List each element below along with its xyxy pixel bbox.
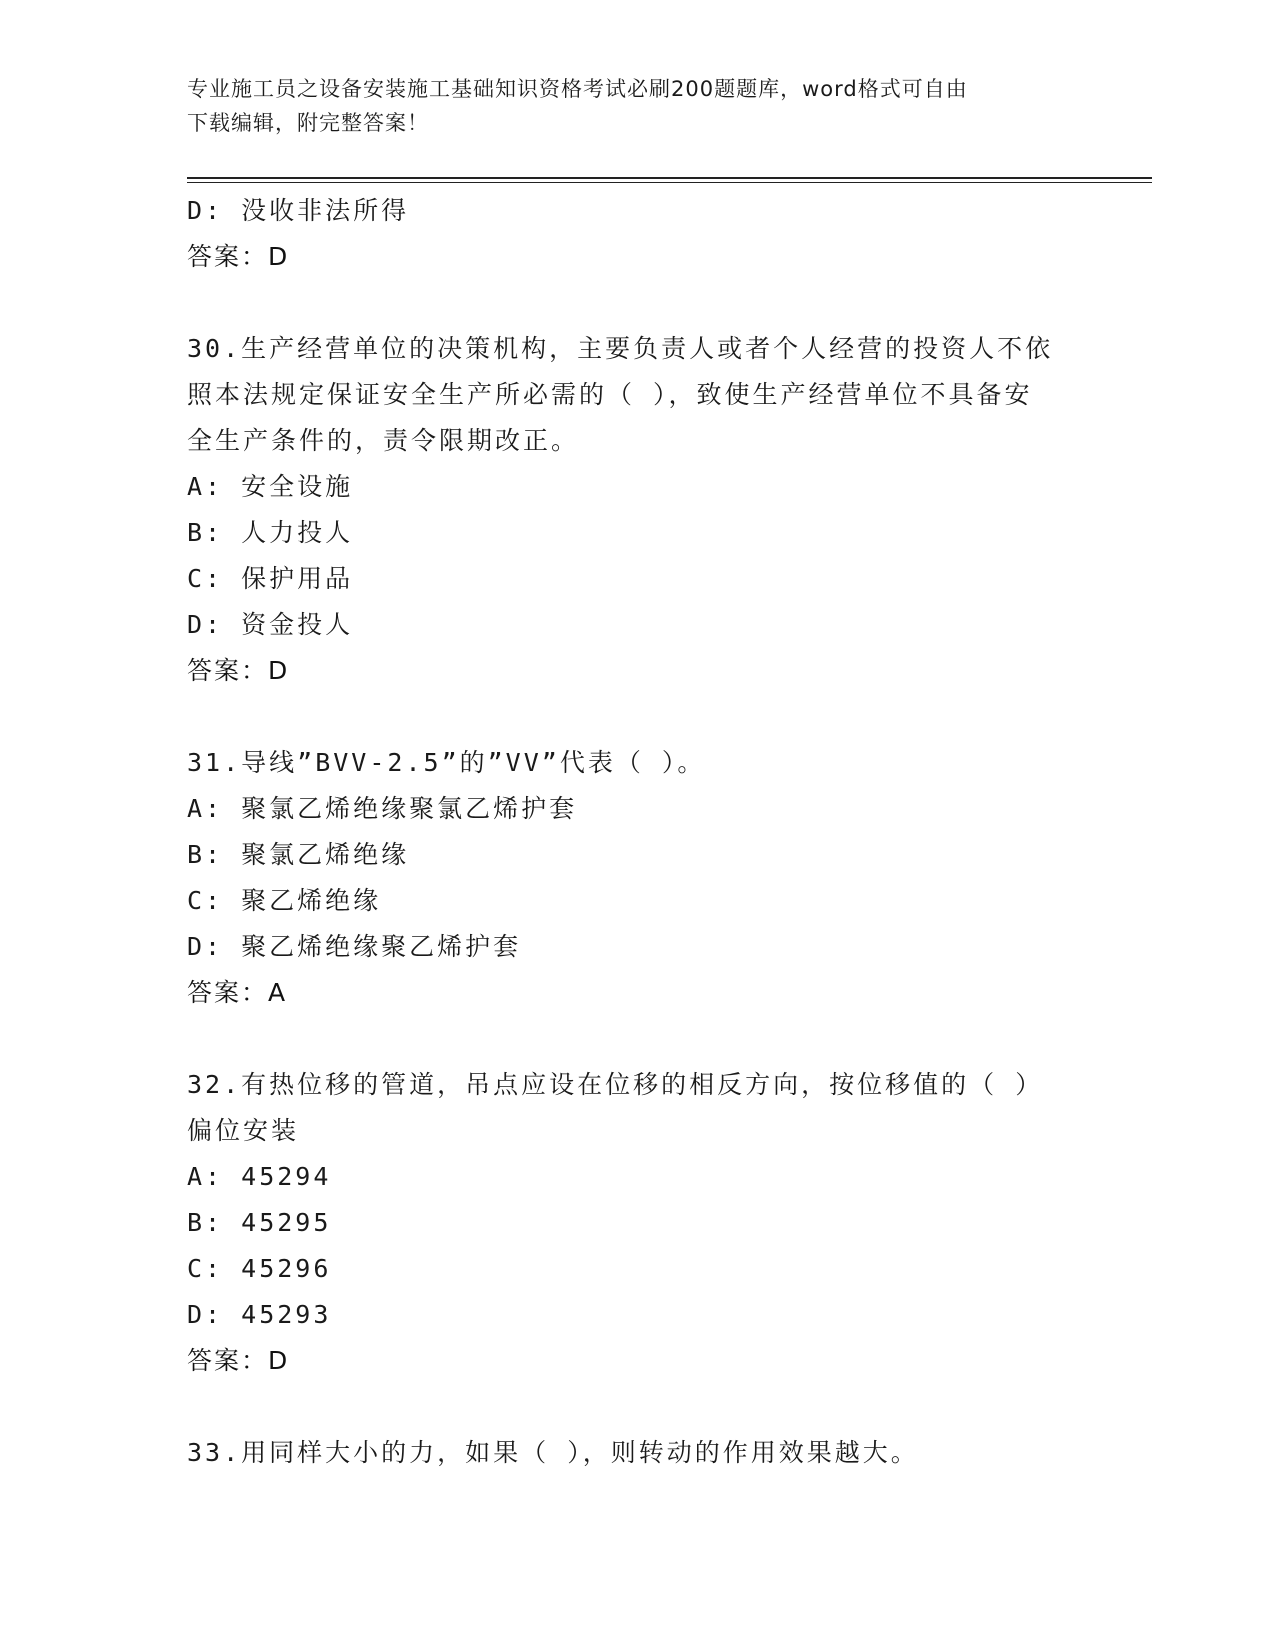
option-c: C: 聚乙烯绝缘 bbox=[187, 886, 382, 915]
header-line-1: 专业施工员之设备安装施工基础知识资格考试必刷200题题库，word格式可自由 bbox=[187, 77, 968, 101]
option-a: A: 聚氯乙烯绝缘聚氯乙烯护套 bbox=[187, 794, 578, 823]
question-text-line: 31.导线”BVV-2.5”的”VV”代表（ ）。 bbox=[187, 748, 706, 777]
question-30 bbox=[187, 326, 1087, 694]
option-d: D: 45293 bbox=[187, 1300, 332, 1329]
question-32 bbox=[187, 1062, 1087, 1384]
question-text-line: 全生产条件的，责令限期改正。 bbox=[187, 426, 580, 455]
question-text-line: 32.有热位移的管道，吊点应设在位移的相反方向，按位移值的（ ） bbox=[187, 1070, 1044, 1099]
option-b: B: 45295 bbox=[187, 1208, 332, 1237]
question-text-line: 30.生产经营单位的决策机构，主要负责人或者个人经营的投资人不依 bbox=[187, 334, 1054, 363]
page-header bbox=[187, 72, 1067, 140]
header-rule-thin bbox=[187, 182, 1152, 183]
spacer bbox=[187, 694, 1087, 740]
prev-option-d: D: 没收非法所得 bbox=[187, 196, 410, 225]
option-b: B: 聚氯乙烯绝缘 bbox=[187, 840, 410, 869]
option-c: C: 保护用品 bbox=[187, 564, 354, 593]
question-text-line: 照本法规定保证安全生产所必需的（ ），致使生产经营单位不具备安 bbox=[187, 380, 1033, 409]
option-d: D: 资金投人 bbox=[187, 610, 354, 639]
option-a: A: 45294 bbox=[187, 1162, 332, 1191]
answer: 答案：A bbox=[187, 978, 288, 1007]
option-b: B: 人力投人 bbox=[187, 518, 354, 547]
prev-answer: 答案：D bbox=[187, 242, 290, 271]
question-31 bbox=[187, 740, 1087, 1016]
header-rule-thick bbox=[187, 177, 1152, 179]
option-a: A: 安全设施 bbox=[187, 472, 354, 501]
question-text-line: 33.用同样大小的力，如果（ ），则转动的作用效果越大。 bbox=[187, 1438, 919, 1467]
option-c: C: 45296 bbox=[187, 1254, 332, 1283]
question-text-line: 偏位安装 bbox=[187, 1116, 300, 1145]
answer: 答案：D bbox=[187, 656, 290, 685]
spacer bbox=[187, 1384, 1087, 1430]
header-line-2: 下载编辑，附完整答案！ bbox=[187, 111, 429, 135]
spacer bbox=[187, 280, 1087, 326]
spacer bbox=[187, 1016, 1087, 1062]
option-d: D: 聚乙烯绝缘聚乙烯护套 bbox=[187, 932, 522, 961]
question-33 bbox=[187, 1430, 1087, 1476]
question-content bbox=[187, 188, 1087, 1476]
answer: 答案：D bbox=[187, 1346, 290, 1375]
